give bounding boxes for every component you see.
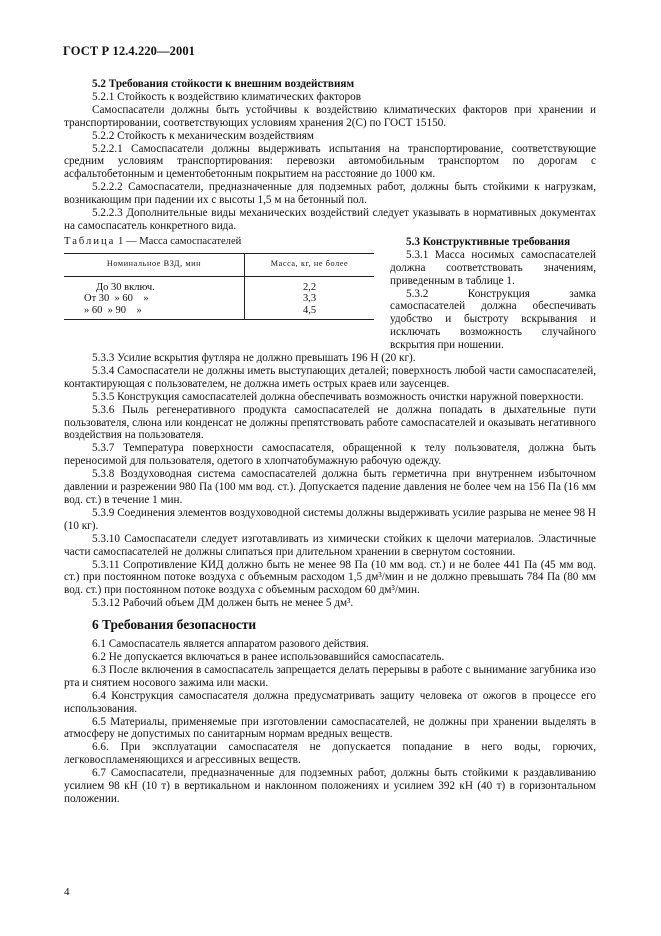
table-caption [64, 236, 374, 249]
paragraph: 5.3.3 Усилие вскрытия футляра не должно превышать 196 Н (20 кг). [92, 352, 416, 365]
paragraph: 5.2.2.3 Дополнительные виды механических воздействий следует указывать в нормативных документах на самоспасатель конкретного вида. [64, 207, 596, 232]
paragraph: 6.7 Самоспасатели, предназначенные для подземных работ, должны быть стойкими к раздавливанию усилием 98 кН (10 т) в вертикальном и наклонном положениях и усилием 392 кН (40 т) в горизонтальном положении. [64, 767, 596, 805]
mass-table [64, 253, 374, 320]
duration-cell: » 60 » 90 » [64, 305, 245, 320]
paragraph: 5.3.5 Конструкция самоспасателей должна обеспечивать возможность очистки наружной поверхности. [92, 390, 584, 403]
table-row [64, 276, 374, 293]
paragraph: 6.3 После включения в самоспасатель запрещается делать перерывы в работе с вынимание загубника изо рта и снятием носового зажима или маски. [64, 663, 596, 689]
duration-cell: От 30 » 60 » [64, 293, 245, 304]
standard-header: ГОСТ Р 12.4.220—2001 [63, 44, 196, 58]
mass-cell: 2,2 [302, 281, 317, 293]
section-5-3 [390, 236, 596, 352]
table-row [64, 293, 374, 304]
section-5-2 [64, 78, 596, 233]
section-5-3-continued [64, 352, 596, 610]
subsection-heading: 5.3 Конструктивные требования [406, 235, 571, 248]
paragraph: 5.3.4 Самоспасатели не должны иметь выступающих деталей; поверхность любой части самоспасателей, контактирующая с пользователем, не должна иметь острых краев или заусенцев. [64, 364, 596, 390]
paragraph: 5.3.2 Конструкция замка самоспасателей должна обеспечивать удобство и быстроту вскрывания и исключать возможность случайного вскрытия при ношении. [390, 287, 596, 352]
page-number: 4 [64, 886, 70, 898]
table-row [64, 305, 374, 320]
mass-table-body [64, 276, 374, 319]
section-6-title: 6 Требования безопасности [92, 617, 257, 633]
paragraph: 6.5 Материалы, применяемые при изготовлении самоспасателей, не должны при хранении выделять в атмосферу не допустимых по санитарным нормам вредных веществ. [64, 715, 596, 741]
paragraph: 5.3.10 Самоспасатели следует изготавливать из химически стойких к щелочи материалов. Эластичные части самоспасателей не должны слипаться при длительном хранении в свернутом состоянии. [64, 532, 596, 558]
paragraph: 5.3.12 Рабочий объем ДМ должен быть не менее 5 дм³. [92, 597, 354, 610]
table-caption-prefix: Таблица [64, 235, 116, 247]
paragraph: 5.3.9 Соединения элементов воздуховодной системы должны выдерживать усилие разрыва не менее 98 Н (10 кг). [64, 506, 596, 532]
paragraph: 6.2 Не допускается включаться в ранее использовавшийся самоспасатель. [92, 650, 445, 663]
paragraph: 5.3.8 Воздуховодная система самоспасателей должна быть герметична при внутреннем избыточном давлении и разрежении 980 Па (100 мм вод. ст.). Допускается падение давления не более чем на 156 Па (16 мм вод. ст.) в течение 1 мин. [64, 468, 596, 506]
document-body [64, 78, 596, 806]
mass-cell: 3,3 [302, 293, 317, 305]
table-header-mass: Масса, кг, не более [245, 253, 375, 276]
mass-cell: 4,5 [245, 305, 375, 320]
paragraph: 5.3.11 Сопротивление КИД должно быть не менее 98 Па (10 мм вод. ст.) и не более 441 Па (45 мм вод. ст.) при постоянном потоке воздуха с объемным расходом 1,5 дм³/мин и не должно превышать 784 Па (80 мм вод. ст.) при постоянном потоке воздуха с объемным расходом 60 дм³/мин. [64, 558, 596, 597]
table-header-duration: Номинальное ВЗД, мин [64, 253, 245, 276]
paragraph: 5.3.6 Пыль регенеративного продукта самоспасателей не должна попадать в дыхательные пути пользователя, слюна или конденсат не должны препятствовать работе самоспасателей и оказывать негативного воздействия на пользователя. [64, 403, 596, 442]
paragraph: 6.6. При эксплуатации самоспасателя не допускается попадание в него воды, горючих, легковоспламеняющихся и агрессивных веществ. [64, 741, 596, 767]
paragraph: 6.1 Самоспасатель является аппаратом разового действия. [92, 638, 369, 651]
table-caption-text: 1 — Масса самоспасателей [118, 235, 242, 247]
paragraph: 5.2.2 Стойкость к механическим воздействиям [92, 129, 314, 142]
paragraph: 6.4 Конструкция самоспасателя должна предусматривать защиту человека от ожогов в процессе его использования. [64, 689, 596, 715]
section-6 [64, 638, 596, 806]
table-and-section-5-3 [64, 236, 596, 352]
paragraph: 5.2.2.2 Самоспасатели, предназначенные для подземных работ, должны быть стойкими к нагрузкам, возникающим при падении их с высоты 1,5 м на бетонный пол. [64, 181, 596, 207]
paragraph: 5.2.1 Стойкость к воздействию климатических факторов [92, 90, 361, 103]
paragraph: 5.3.1 Масса носимых самоспасателей должна соответствовать значениям, приведенным в таблице 1. [390, 248, 596, 287]
subsection-heading: 5.2 Требования стойкости к внешним воздействиям [92, 78, 355, 90]
duration-cell: До 30 включ. [64, 276, 245, 293]
table-1-block [64, 236, 374, 352]
paragraph: Самоспасатели должны быть устойчивы к воздействию климатических факторов при хранении и транспортировании, соответствующих условиям хранения 2(С) по ГОСТ 15150. [64, 103, 596, 129]
paragraph: 5.2.2.1 Самоспасатели должны выдерживать испытания на транспортирование, соответствующие средним условиям транспортирования: перевозки автомобильным транспортом по дорогам с асфальтобетонным и цементобетонным покрытием на расстояние до 1000 км. [64, 142, 596, 181]
paragraph: 5.3.7 Температура поверхности самоспасателя, обращенной к телу пользователя, должна быть переносимой для пользователя, одетого в хлопчатобумажную рабочую одежду. [64, 442, 596, 468]
